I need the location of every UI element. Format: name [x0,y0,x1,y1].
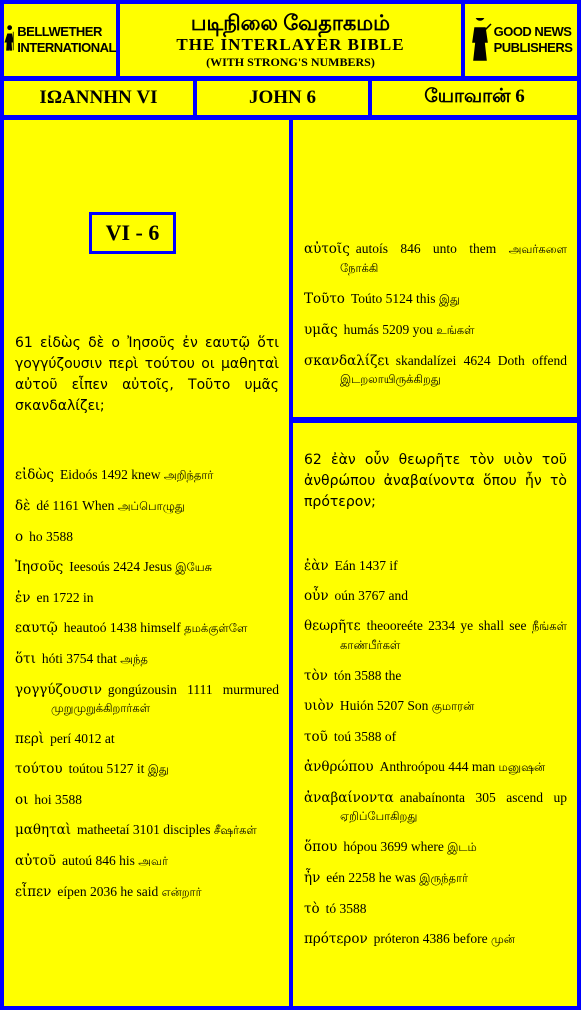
word-entry [304,352,567,389]
greek-word: εἶπεν [15,884,52,900]
greek-word: αὐτοῖς [304,241,350,257]
tamil-gloss: குமாரன் [431,701,475,713]
transliteration: theooreéte 2334 ye shall see [366,618,527,633]
tamil-gloss: அந்த [120,654,148,666]
word-entry [15,650,279,669]
tamil-gloss: இடம் [447,842,477,854]
greek-word: ἦν [304,870,321,886]
logo-line-1: GOOD NEWS [493,24,572,39]
word-entry [304,240,567,278]
greek-word: πρότερον [304,931,368,947]
greek-word: τὸ [304,901,320,917]
title-tamil: படிநிலை வேதாகமம் [190,10,391,35]
subtitle: (WITH STRONG'S NUMBERS) [206,54,375,69]
verse-62-wordlist [293,557,577,961]
word-entry [15,883,279,902]
greek-word: θεωρῆτε [304,618,361,634]
word-entry [304,557,567,575]
greek-word: ο [15,529,24,545]
transliteration: eén 2258 he was [326,870,416,885]
logo-line-2: PUBLISHERS [493,40,573,55]
word-entry [304,789,567,826]
greek-word: γογγύζουσιν [15,682,102,698]
logo-line-1: BELLWETHER [17,24,102,39]
tamil-gloss: மனுஷன் [498,762,546,774]
transliteration: tón 3588 the [333,668,402,683]
transliteration: toú 3588 of [333,729,397,744]
tamil-gloss: நீங்கள் காண்பீர்கள் [340,621,567,652]
word-entry [15,730,279,748]
transliteration: dé 1161 When [36,498,115,513]
tamil-gloss: முன் [491,934,515,946]
tamil-gloss: இருந்தார் [419,873,469,885]
greek-word: υμᾶς [304,322,338,338]
tamil-book-label: யோவான் 6 [372,81,577,115]
greek-word: οὖν [304,588,329,604]
greek-word: τούτου [15,761,63,777]
transliteration: toútou 5127 it [68,761,145,776]
word-entry [15,681,279,718]
word-entry [15,589,279,607]
greek-word: αὐτοῦ [15,853,57,869]
tamil-gloss: அப்பொழுது [117,501,185,513]
word-entry [304,838,567,857]
transliteration: Eán 1437 if [334,558,398,573]
transliteration: tó 3588 [325,901,367,916]
word-entry [304,900,567,918]
transliteration: oún 3767 and [334,588,409,603]
word-entry [304,587,567,605]
tamil-gloss: ஏறிப்போகிறது [340,811,418,823]
transliteration: hópou 3699 where [343,839,444,854]
transliteration: Ieesoús 2424 Jesus [69,559,172,574]
good-news-logo [465,4,577,76]
transliteration: Eidoós 1492 knew [59,467,161,482]
greek-word: Τοῦτο [304,291,345,307]
english-book-label: JOHN 6 [197,81,368,115]
greek-word: ἐὰν [304,558,329,574]
greek-word: δὲ [15,498,31,514]
tamil-gloss: தமக்குள்ளே [184,623,248,635]
tamil-gloss: அவர்களை நோக்கி [340,244,567,275]
transliteration: hóti 3754 that [41,651,117,666]
greek-word: Ἰησοῦς [15,559,64,575]
transliteration: autoís 846 unto them [355,241,497,256]
transliteration: gongúzousin 1111 murmured [107,682,279,697]
word-entry [15,558,279,577]
greek-word: εαυτῷ [15,620,58,636]
word-entry [15,760,279,779]
transliteration: eípen 2036 he said [57,884,159,899]
word-entry [304,930,567,949]
transliteration: humás 5209 you [343,322,433,337]
word-entry [15,852,279,871]
tamil-gloss: என்றார் [161,887,202,899]
transliteration: heautoó 1438 himself [63,620,181,635]
word-entry [304,758,567,777]
tamil-gloss: இடறலாயிருக்கிறது [340,374,441,386]
greek-word: οι [15,792,29,808]
transliteration: matheetaí 3101 disciples [76,822,211,837]
word-entry [304,697,567,716]
greek-word: τοῦ [304,729,328,745]
word-entry [304,617,567,655]
logo-line-2: INTERNATIONAL [17,40,116,55]
transliteration: autoú 846 his [62,853,135,868]
word-entry [304,728,567,746]
transliteration: hoi 3588 [34,792,83,807]
word-entry [15,466,279,485]
greek-book-label: ΙΩΑΝΝΗΝ VI [4,81,193,115]
transliteration: anabaínonta 305 ascend up [399,790,567,805]
greek-word: τὸν [304,668,328,684]
greek-word: ἀνθρώπου [304,759,374,775]
verse-61-text: 61 εἰδὼς δὲ ο Ἰησοῦς ἐν εαυτῷ ὅτι γογγύζουσιν περὶ τούτου οι μαθηταὶ αὐτοῦ εἶπεν αὐτοῖς, Τοῦτο υμᾶς σκανδαλίζει; [15,335,279,414]
tamil-gloss: இது [147,764,169,776]
transliteration: en 1722 in [36,590,94,605]
word-entry [15,821,279,840]
word-entry [15,791,279,809]
tamil-gloss: அறிந்தார் [163,470,214,482]
greek-word: ὅπου [304,839,338,855]
greek-word: ὅτι [15,651,36,667]
title-english: THE INTERLAYER BIBLE [176,34,405,54]
greek-word: σκανδαλίζει [304,353,390,369]
verse-61-continued-wordlist [293,240,577,401]
greek-word: μαθηταὶ [15,822,71,838]
greek-word: περὶ [15,731,45,747]
greek-word: εἰδὼς [15,467,54,483]
transliteration: Anthroópou 444 man [379,759,496,774]
verse-62-text: 62 ἐὰν οὖν θεωρῆτε τὸν υιὸν τοῦ ἀνθρώπου ἀναβαίνοντα ὅπου ἦν τὸ πρότερον; [304,452,567,510]
transliteration: Huión 5207 Son [339,698,429,713]
word-entry [304,869,567,888]
tamil-gloss: முறுமுறுக்கிறார்கள் [51,703,151,715]
word-entry [15,619,279,638]
greek-word: υιὸν [304,698,334,714]
greek-word: ἀναβαίνοντα [304,790,394,806]
greek-word: ἐν [15,590,31,606]
tamil-gloss: உங்கள் [436,325,475,337]
shepherd-icon [4,18,15,62]
word-entry [15,528,279,546]
tamil-gloss: இயேசு [175,562,213,574]
verse-61-wordlist [4,466,289,914]
word-entry [15,497,279,516]
preacher-icon [470,18,492,62]
transliteration: próteron 4386 before [373,931,488,946]
word-entry [304,667,567,685]
word-entry [304,290,567,309]
tamil-gloss: இது [438,294,461,306]
transliteration: perí 4012 at [50,731,115,746]
chapter-label: VI - 6 [89,212,176,254]
tamil-gloss: அவர் [138,856,169,868]
title-block [120,4,461,76]
transliteration: Toúto 5124 this [350,291,436,306]
transliteration: skandalízei 4624 Doth offend [395,353,567,368]
bellwether-logo [4,4,116,76]
word-entry [304,321,567,340]
transliteration: ho 3588 [29,529,74,544]
tamil-gloss: சீஷர்கள் [213,825,257,837]
